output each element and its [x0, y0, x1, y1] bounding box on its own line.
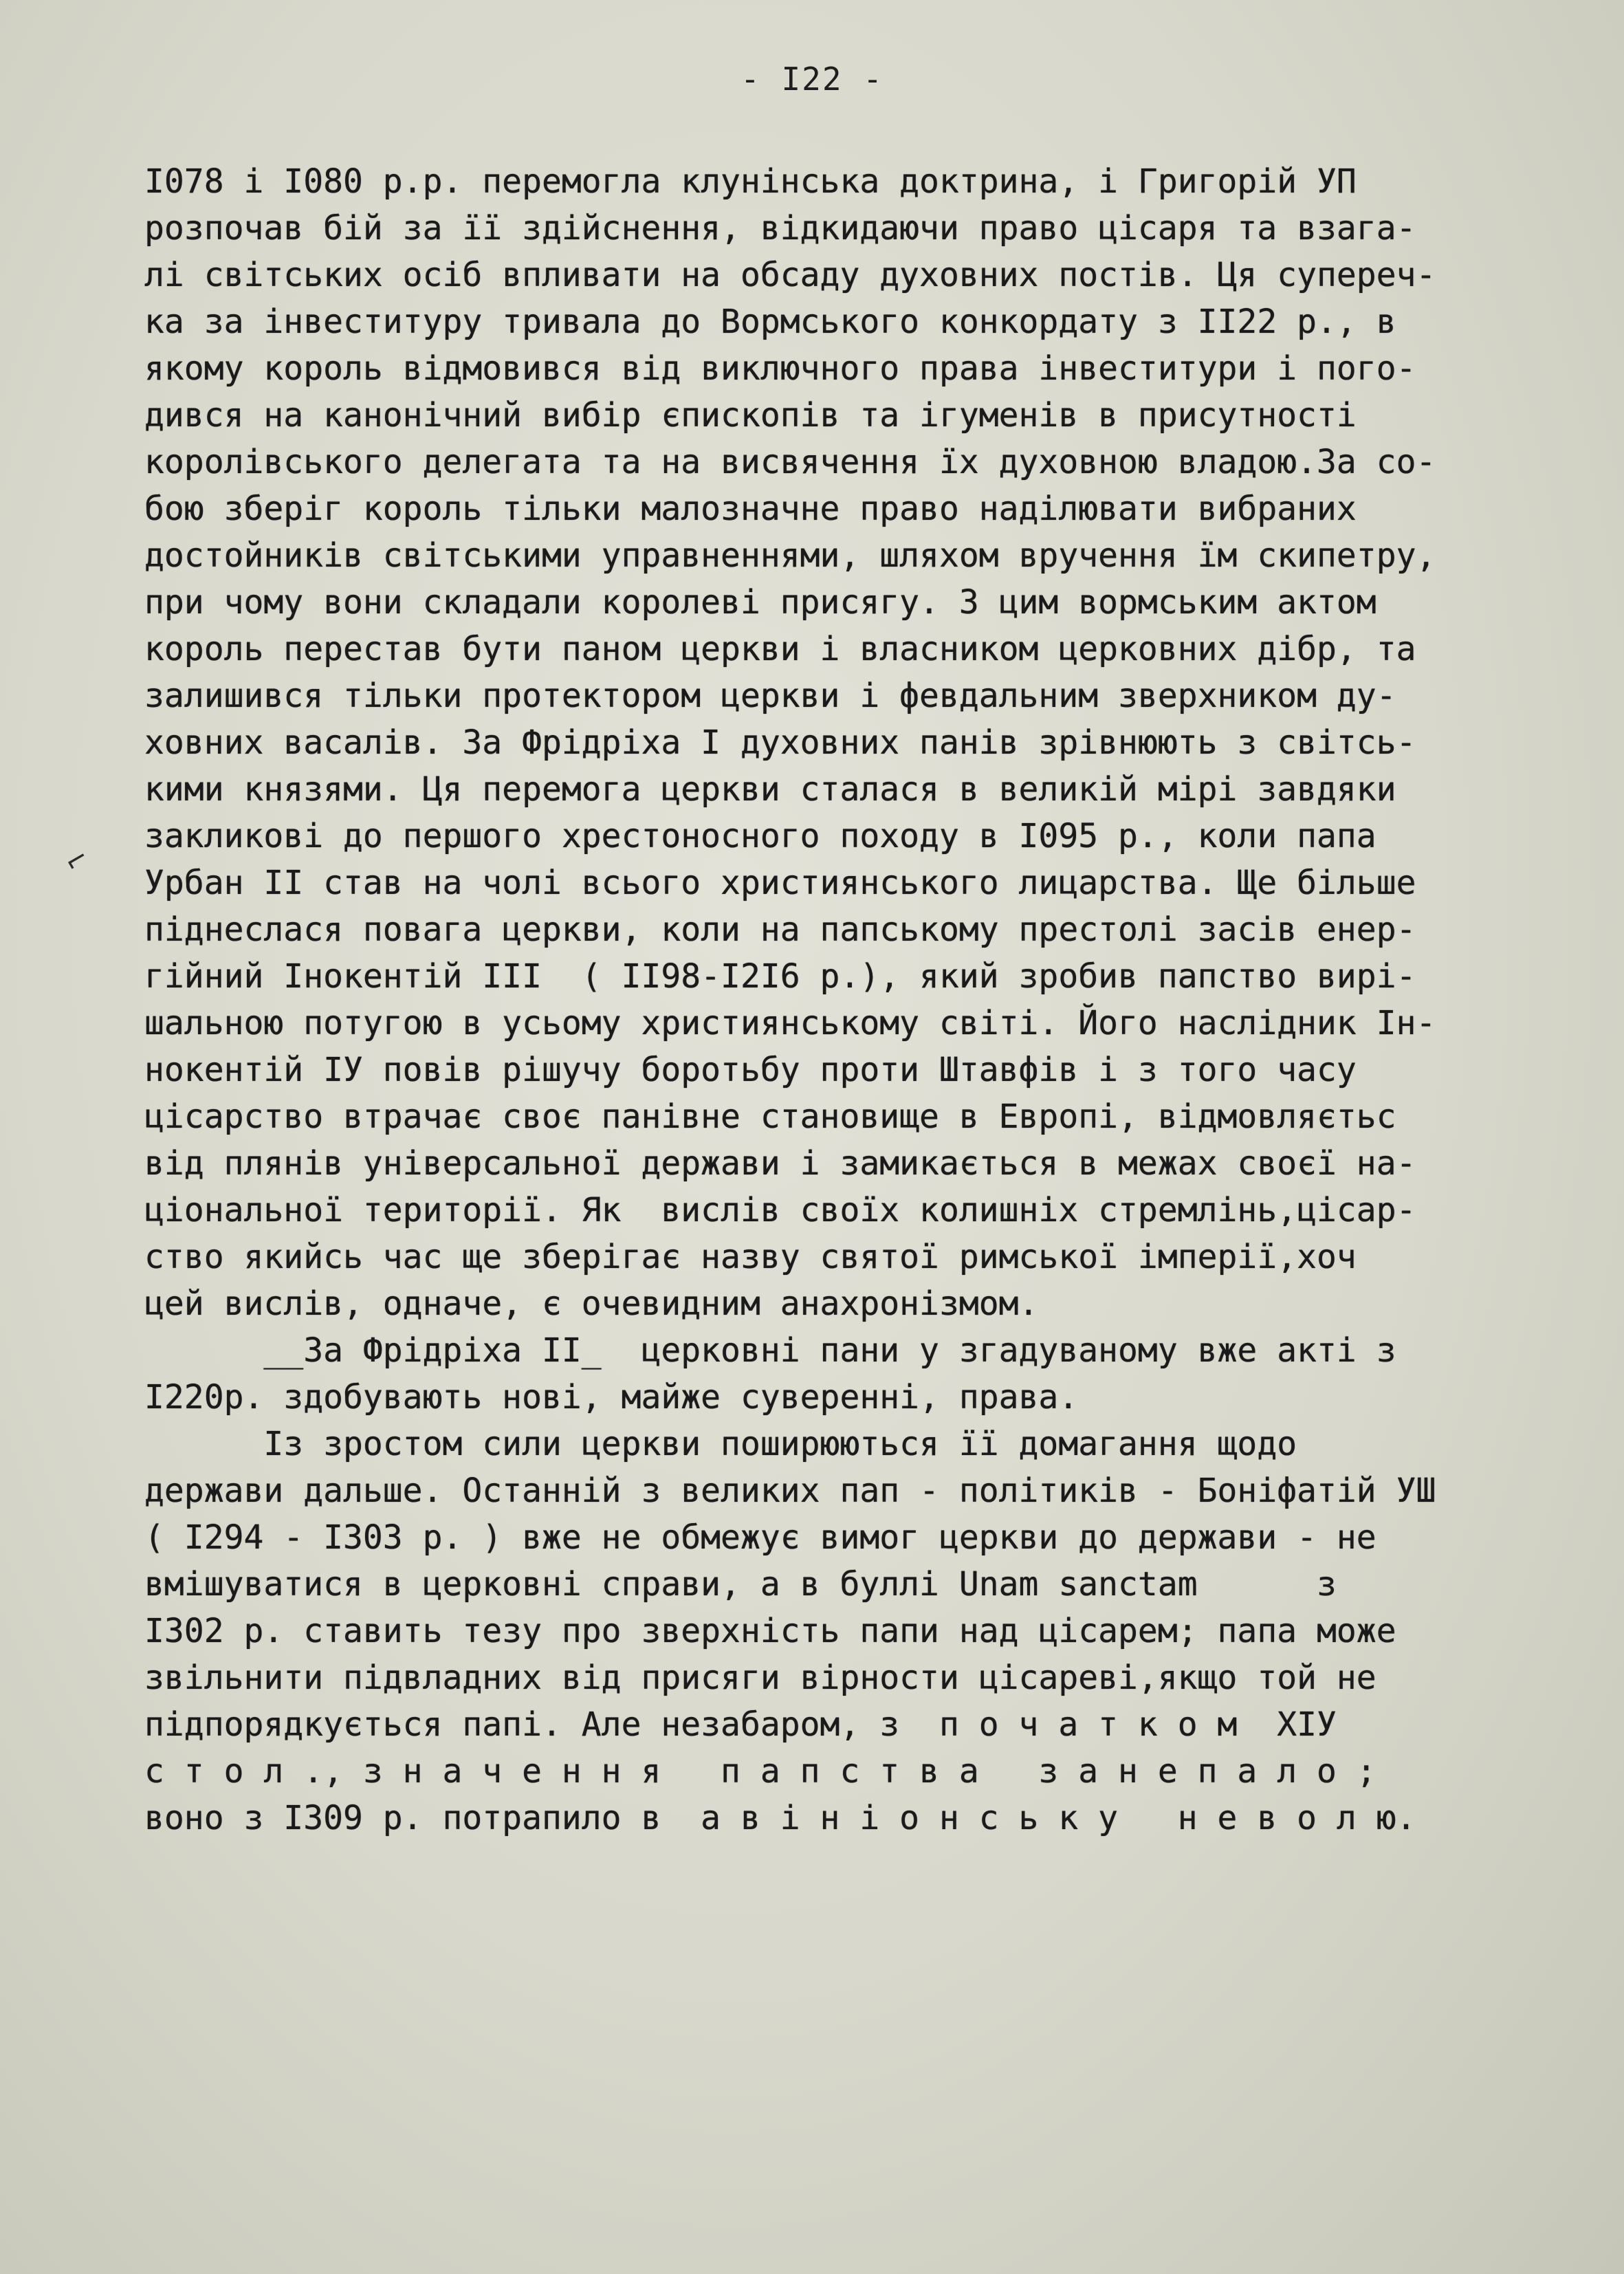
text-line: воно з I309 р. потрапило в а в і н і о н с ь к у н е в о л ю. [144, 1799, 1416, 1837]
text-line: Із зростом сили церкви поширюються її домагання щодо [144, 1425, 1297, 1463]
text-line: с т о л ., з н а ч е н н я п а п с т в а з а н е п а л о ; [144, 1752, 1376, 1791]
text-line: король перестав бути паном церкви і власником церковних дібр, та [144, 630, 1416, 668]
text-line: гійний Інокентій III ( II98-I2I6 р.), який зробив папство вирі- [144, 957, 1416, 996]
text-line: лі світських осіб впливати на обсаду духовних постів. Ця супереч- [144, 256, 1436, 294]
text-line: I220р. здобувають нові, майже суверенні, права. [144, 1378, 1079, 1417]
text-line: Урбан II став на чолі всього християнського лицарства. Ще більше [144, 864, 1416, 902]
text-line: королівського делегата та на висвячення їх духовною владою.За со- [144, 443, 1436, 481]
text-line: цей вислів, одначе, є очевидним анахронізмом. [144, 1284, 1039, 1323]
text-line: ( I294 - I303 р. ) вже не обмежує вимог церкви до держави - не [144, 1518, 1376, 1557]
body-text [144, 158, 1588, 1841]
text-line: шальною потугою в усьому християнському світі. Його наслідник Ін- [144, 1004, 1436, 1042]
text-line: ство якийсь час ще зберігає назву святої римської імперії,хоч [144, 1238, 1357, 1276]
text-line: вмішуватися в церковні справи, а в буллі Unam sanctam з [144, 1565, 1337, 1604]
text-line: нокентій IУ повів рішучу боротьбу проти Штавфів і з того часу [144, 1051, 1357, 1089]
text-line: достойників світськими управненнями, шляхом вручення їм скипетру, [144, 536, 1436, 575]
text-line: ка за інвеституру тривала до Вормського конкордату з II22 р., в [144, 303, 1396, 341]
text-line: кими князями. Ця перемога церкви сталася в великій мірі завдяки [144, 770, 1396, 809]
text-line: I078 і I080 р.р. перемогла клунінська доктрина, і Григорій УП [144, 162, 1357, 201]
text-line: держави дальше. Останній з великих пап - політиків - Боніфатій УШ [144, 1472, 1436, 1510]
text-line: піднеслася повага церкви, коли на папському престолі засів енер- [144, 910, 1416, 949]
text-line: від плянів універсальної держави і замикається в межах своєї на- [144, 1144, 1416, 1183]
text-line: при чому вони складали королеві присягу. З цим вормським актом [144, 583, 1376, 622]
text-line: якому король відмовився від виключного права інвеститури і пого- [144, 349, 1416, 388]
margin-mark: ⌐ [58, 840, 95, 880]
text-line: залишився тільки протектором церкви і февдальним зверхником ду- [144, 677, 1396, 715]
text-line: бою зберіг король тільки малозначне право наділювати вибраних [144, 490, 1357, 528]
text-line: __За Фрідріха II_ церковні пани у згадуваному вже акті з [144, 1331, 1396, 1370]
text-line: цісарство втрачає своє панівне становище в Европі, відмовляєтьс [144, 1097, 1396, 1136]
text-line: ціональної території. Як вислів своїх колишніх стремлінь,цісар- [144, 1191, 1416, 1229]
text-line: I302 р. ставить тезу про зверхність папи над цісарем; папа може [144, 1612, 1396, 1650]
text-line: закликові до першого хрестоносного походу в I095 р., коли папа [144, 817, 1376, 855]
page-number: - I22 - [740, 61, 884, 98]
text-line: розпочав бій за її здійснення, відкидаючи право цісаря та взага- [144, 209, 1416, 248]
text-line: підпорядкується папі. Але незабаром, з п о ч а т к о м XIУ [144, 1705, 1337, 1744]
text-line: ховних васалів. За Фрідріха I духовних панів зрівнюють з світсь- [144, 723, 1416, 762]
text-line: звільнити підвладних від присяги вірности цісареві,якщо той не [144, 1659, 1376, 1697]
text-line: дився на канонічний вибір єпископів та ігуменів в присутності [144, 396, 1357, 435]
